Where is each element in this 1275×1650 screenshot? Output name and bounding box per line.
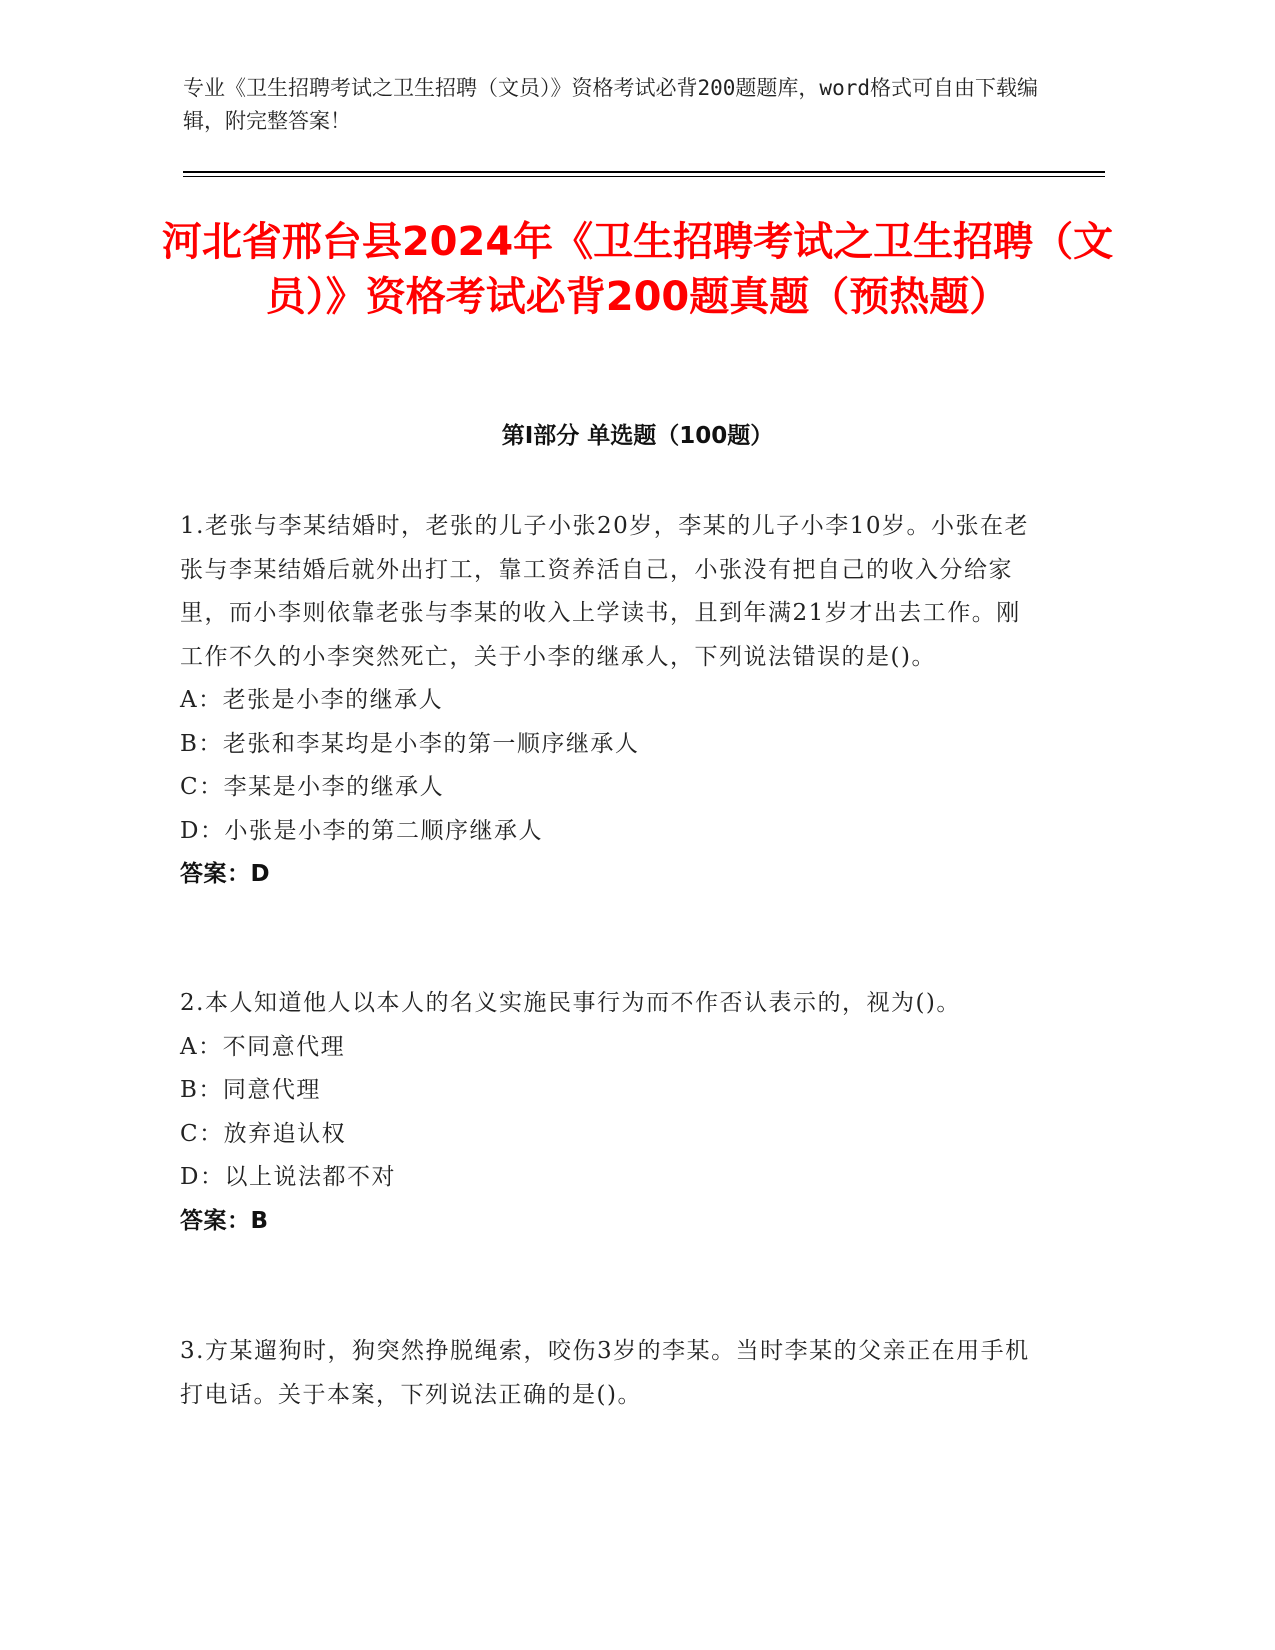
option-c: C：李某是小李的继承人: [180, 774, 445, 800]
question-2: [180, 982, 1030, 1243]
answer-label: 答案：B: [180, 1207, 269, 1234]
option-b: B：老张和李某均是小李的第一顺序继承人: [180, 730, 640, 757]
header-note: 专业《卫生招聘考试之卫生招聘（文员）》资格考试必背200题题库，word格式可自由下载编辑，附完整答案！: [183, 76, 1038, 133]
document-title: 河北省邢台县2024年《卫生招聘考试之卫生招聘（文员）》资格考试必背200题真题（预热题）: [161, 219, 1114, 320]
question-stem: 1.老张与李某结婚时，老张的儿子小张20岁，李某的儿子小李10岁。小张在老张与李某结婚后就外出打工，靠工资养活自己，小张没有把自己的收入分给家里，而小李则依靠老张与李某的收入上学读书，且到年满21岁才出去工作。刚工作不久的小李突然死亡，关于小李的继承人，下列说法错误的是()。: [180, 513, 1029, 670]
question-1: [180, 505, 1030, 897]
option-a: A：不同意代理: [180, 1033, 346, 1060]
option-d: D：小张是小李的第二顺序继承人: [180, 817, 543, 844]
option-c: C：放弃追认权: [180, 1120, 347, 1147]
option-b: B：同意代理: [180, 1077, 321, 1103]
answer-label: 答案：D: [180, 861, 271, 887]
header-rule-thick: [183, 171, 1105, 173]
question-stem: 3.方某遛狗时，狗突然挣脱绳索，咬伤3岁的李某。当时李某的父亲正在用手机打电话。关于本案，下列说法正确的是()。: [180, 1338, 1030, 1408]
option-a: A：老张是小李的继承人: [180, 687, 444, 713]
option-d: D：以上说法都不对: [180, 1164, 396, 1190]
question-stem: 2.本人知道他人以本人的名义实施民事行为而不作否认表示的，视为()。: [180, 990, 961, 1016]
question-3: [180, 1330, 1030, 1417]
header-rule-thin: [183, 176, 1105, 177]
section-heading: 第Ⅰ部分 单选题（100题）: [501, 423, 774, 449]
